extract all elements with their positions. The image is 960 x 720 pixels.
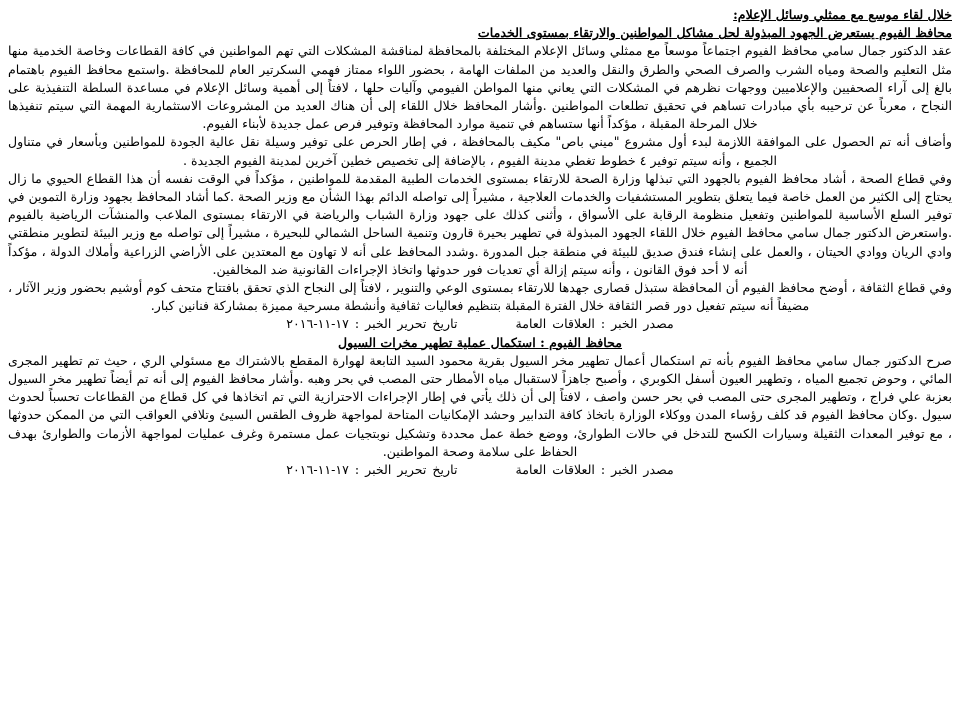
news2-headline: محافظ الفيوم : استكمال عملية تطهير مخرات السيول [337, 334, 623, 350]
news1-source-label: مصدر الخبر : العلاقات العامة [515, 316, 674, 332]
news1-intro: خلال لقاء موسع مع ممثلي وسائل الإعلام: [733, 7, 952, 22]
news2-date-label: تاريخ تحرير الخبر : ١٧-١١-٢٠١٦ [286, 462, 458, 478]
news1-headline: محافظ الفيوم يستعرض الجهود المبذولة لحل مشاكل المواطنين والارتقاء بمستوى الخدمات [477, 25, 952, 41]
news1-paragraph-2: وأضاف أنه تم الحصول على الموافقة اللازمة لبدء أول مشروع "ميني باص" مكيف بالمحافظة ، في إطار الحرص على توفير وسيلة نقل عالية الجودة للمواطنين وبأسعار في متناول الجميع ، وأنه سيتم توفير ٤ خطوط تغطي مدينة الفيوم ، بالإضافة إلى تخصيص خطين آخرين لمدينة الفيوم الجديدة . [8, 134, 952, 168]
press-release-document [8, 0, 952, 479]
news1-paragraph-1: عقد الدكتور جمال سامي محافظ الفيوم اجتماعاً موسعاً مع ممثلي وسائل الإعلام المختلفة بالمحافظة لمناقشة المشكلات التي تهم المواطنين في كافة القطاعات وخاصة الخدمية منها مثل التعليم والصحة ومياه الشرب والصرف الصحي والطرق والنقل والعديد من الملفات الهامة ، بحضور اللواء ممتاز فهمي السكرتير العام للمحافظة .واستمع محافظ الفيوم باهتمام بالغ إلى آراء الصحفيين والإعلاميين ووجهات نظرهم في المشكلات التي يعاني منها المواطن الفيومي وآليات حلها ، لافتاً إلى أهمية وسائل الإعلام في مساعدة السلطة التنفيذية على النجاح ، معرباً عن ترحيبه بأي مبادرات تساهم في تحقيق تطلعات المواطنين .وأشار المحافظ خلال اللقاء إلى أن هناك العديد من المشروعات الاستثمارية المهمة التي سيتم تنفيذها خلال المرحلة المقبلة ، مؤكداً أنها ستساهم في تنمية موارد المحافظة وتوفير فرص عمل جديدة لأبناء الفيوم. [8, 43, 952, 132]
news2-source-label: مصدر الخبر : العلاقات العامة [515, 462, 674, 478]
news1-source-line [8, 315, 952, 333]
news1-paragraph-3: وفي قطاع الصحة ، أشاد محافظ الفيوم بالجهود التي تبذلها وزارة الصحة للارتقاء بمستوى الخدمات الطبية المقدمة للمواطنين ، مؤكداً في الوقت نفسه أن هذا القطاع الحيوي ما زال يحتاج إلى الكثير من العمل خاصة فيما يتعلق بتطوير المستشفيات والخدمات العلاجية ، مشيراً إلى تواصله الدائم بهذا الشأن مع وزير الصحة .كما أشاد المحافظ بجهود وزارة التموين في توفير السلع الأساسية للمواطنين وتفعيل منظومة الرقابة على الأسواق ، وأثنى كذلك على جهود وزارة الشباب والرياضة في الارتقاء بمستوى الملاعب والمنشآت الرياضية بالفيوم .واستعرض الدكتور جمال سامي محافظ الفيوم خلال اللقاء الجهود المبذولة في تطهير بحيرة قارون وتنمية الساحل الشمالي للبحيرة ، مشيراً إلى تواصله مع وزير البيئة لتطوير منطقتي وادي الريان ووادي الحيتان ، والعمل على إنشاء فندق صديق للبيئة في منطقة جبل المدورة .وشدد المحافظ على أنه لا تهاون مع المعتدين على الأراضي الزراعية وأملاك الدولة ، مؤكداً أنه لا أحد فوق القانون ، وأنه سيتم إزالة أي تعديات فور حدوثها واتخاذ الإجراءات القانونية ضد المخالفين. [8, 170, 952, 277]
news2-source-line [8, 461, 952, 479]
news1-paragraph-4: وفي قطاع الثقافة ، أوضح محافظ الفيوم أن المحافظة ستبذل قصارى جهدها للارتقاء بمستوى الوعي والتنوير ، لافتاً إلى النجاح الذي تحقق بافتتاح متحف كوم أوشيم بحضور وزير الآثار ، مضيفاً أنه سيتم تفعيل دور قصر الثقافة خلال الفترة المقبلة بتنظيم فعاليات ثقافية وأنشطة مسرحية مميزة بمشاركة فنانين كبار. [8, 280, 952, 314]
news1-date-label: تاريخ تحرير الخبر : ١٧-١١-٢٠١٦ [286, 316, 458, 332]
news2-paragraph-1: صرح الدكتور جمال سامي محافظ الفيوم بأنه تم استكمال أعمال تطهير مخر السيول بقرية محمود السيد التابعة لهوارة المقطع بالاشتراك مع مسئولي الري ، حيث تم تطهير المجرى المائي ، وحوض تجميع المياه ، وتطهير العيون أسفل الكوبري ، وأصبح جاهزاً لاستقبال مياه الأمطار حتى المصب في بحر وهبه .وأشار محافظ الفيوم إلى أنه تم أيضاً تطهير مخر السيول بعزبة علي فراج ، وتطهير المجرى حتى المصب في بحر حسن واصف ، لافتاً إلى أن ذلك يأتي في إطار الإجراءات الاحترازية التي تم اتخاذها في كل قطاع من القطاعات تحسباً لحدوث سيول .وكان محافظ الفيوم قد كلف رؤساء المدن ووكلاء الوزارة باتخاذ كافة التدابير وحشد الإمكانيات المتاحة لمواجهة ظروف الطقس السيئ وتلافي العواقب التي من الممكن حدوثها ، مع توفير المعدات الثقيلة وسيارات الكسح للتدخل في حالات الطوارئ، ووضع خطة عمل محددة وتشكيل نوبتجيات عمل مستمرة وغرف عمليات لمواجهة الأزمات والطوارئ بهدف الحفاظ على سلامة وصحة المواطنين. [8, 352, 952, 459]
